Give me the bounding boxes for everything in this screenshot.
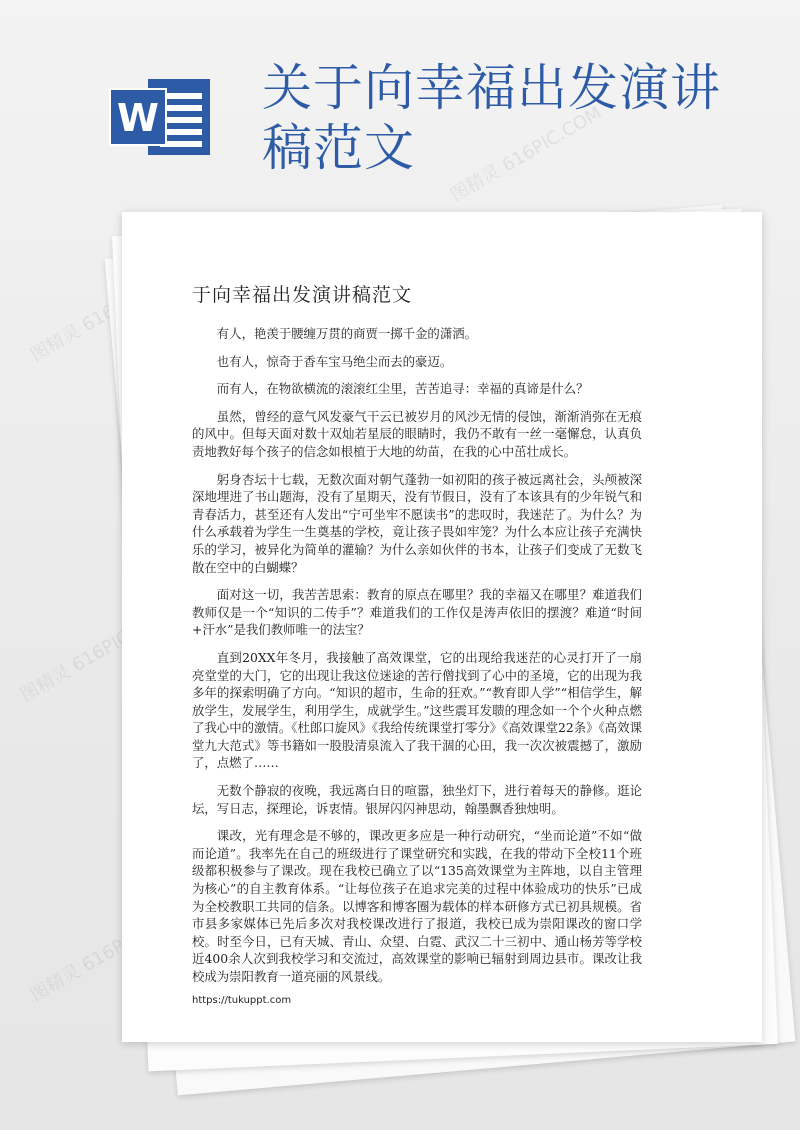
paragraph: 而有人，在物欲横流的滚滚红尘里，苦苦追寻：幸福的真谛是什么？	[216, 381, 589, 397]
paragraph: 面对这一切，我苦苦思索：教育的原点在哪里？我的幸福又在哪里？难道我们教师仅是一个“知识的二传手”？难道我们的工作仅是涛声依旧的摆渡？难道“时间+汗水”是我们教师唯一的法宝？	[192, 587, 642, 638]
paragraph: 有人，艳羡于腰缠万贯的商贾一掷千金的潇洒。	[216, 326, 477, 341]
document-body	[192, 325, 642, 996]
paragraph: 无数个静寂的夜晚，我远离白日的喧嚣，独坐灯下，进行着每天的静修。逛论坛，写日志，探理论，诉衷情。银屏闪闪神思动，翰墨飘香独烛明。	[192, 783, 642, 816]
paragraph: 也有人，惊奇于香车宝马绝尘而去的豪迈。	[216, 353, 453, 369]
document-page	[122, 212, 762, 1042]
page-title: 关于向幸福出发演讲稿范文	[262, 59, 721, 177]
paragraph: 躬身杏坛十七载，无数次面对朝气蓬勃一如初阳的孩子被远离社会，头颅被深深地埋进了书山题海，没有了星期天，没有节假日，没有了本该具有的少年锐气和青春活力，甚至还有人发出“宁可坐牢不愿读书”的悲叹时，我迷茫了。为什么？为什么承载着为学生一生奠基的学校，竟让孩子畏如牢笼？为什么本应让孩子充满快乐的学习，被异化为简单的灌输？为什么亲如伙伴的书本，让孩子们变成了无数飞散在空中的白蝴蝶？	[192, 471, 642, 575]
document-title: 于向幸福出发演讲稿范文	[192, 284, 413, 306]
footer-url: https://tukuppt.com	[192, 995, 292, 1006]
svg-text:W: W	[117, 96, 159, 140]
paragraph: 直到20XX年冬月，我接触了高效课堂，它的出现给我迷茫的心灵打开了一扇亮堂堂的大门，它的出现让我这位迷途的苦行僧找到了心中的圣境，它的出现为我多年的探索明确了方向。“知识的超市，生命的狂欢。”“教育即人学”“相信学生，解放学生，发展学生，利用学生，成就学生。”这些震耳发聩的理念如一个个火种点燃了我心中的激情。《杜郎口旋风》《我给传统课堂打零分》《高效课堂22条》《高效课堂九大范式》等书籍如一股股清泉流入了我干涸的心田，我一次次被震撼了，激励了，点燃了……	[192, 649, 642, 771]
paragraph: 课改，光有理念是不够的，课改更多应是一种行动研究，“坐而论道”不如“做而论道”。我率先在自己的班级进行了课堂研究和实践，在我的带动下全校11个班级都积极参与了课改。现在我校已确立了以“135高效课堂为主阵地，以自主管理为核心”的自主教育体系。“让每位孩子在追求完美的过程中体验成功的快乐”已成为全校教职工共同的信条。以博客和博客圈为载体的样本研修方式已初具规模。省市县多家媒体已先后多次对我校课改进行了报道，我校已成为崇阳课改的窗口学校。时至今日，已有天城、青山、众望、白霓、武汉二十三初中、通山杨芳等学校近400余人次到我校学习和交流过，高效课堂的影响已辐射到周边县市。课改让我校成为崇阳教育一道亮丽的风景线。	[192, 828, 642, 984]
word-document-icon	[108, 75, 216, 159]
paragraph: 虽然，曾经的意气风发豪气干云已被岁月的风沙无情的侵蚀，渐渐消弥在无痕的风中。但每天面对数十双灿若星辰的眼睛时，我仍不敢有一丝一毫懈怠，认真负责地教好每个孩子的信念如根植于大地的幼苗，在我的心中茁壮成长。	[192, 408, 642, 459]
